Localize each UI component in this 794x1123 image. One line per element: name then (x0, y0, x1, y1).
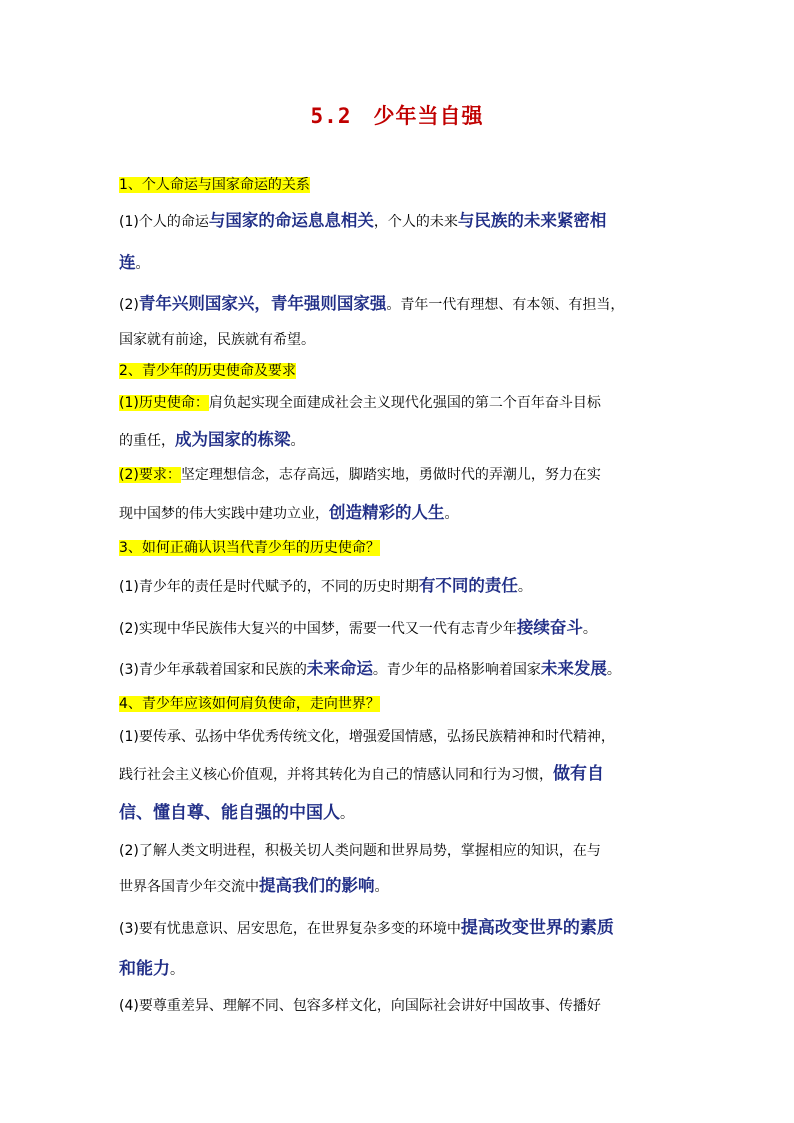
section-heading: 3、如何正确认识当代青少年的历史使命？ (119, 540, 380, 556)
section-heading: 2、青少年的历史使命及要求 (119, 363, 296, 379)
paragraph-line: (1)个人的命运与国家的命运息息相关，个人的未来与民族的未来紧密相 (119, 211, 607, 230)
paragraph-line: 的重任，成为国家的栋梁。 (119, 430, 305, 449)
paragraph-line: 连。 (119, 253, 150, 272)
paragraph-line: 国家就有前途，民族就有希望。 (119, 332, 315, 348)
paragraph-line: (2)了解人类文明进程，积极关切人类问题和世界局势，掌握相应的知识，在与 (119, 843, 601, 859)
page-title (0, 100, 794, 130)
paragraph-line: 践行社会主义核心价值观，并将其转化为自己的情感认同和行为习惯，做有自 (119, 764, 604, 784)
title-text: 少年当自强 (373, 104, 484, 128)
paragraph-line: (2)实现中华民族伟大复兴的中国梦，需要一代又一代有志青少年接续奋斗。 (119, 618, 597, 637)
paragraph-line: 和能力。 (119, 959, 184, 979)
paragraph-line: (2)要求：坚定理想信念，志存高远，脚踏实地，勇做时代的弄潮儿，努力在实 (119, 467, 601, 483)
paragraph-line: (1)青少年的责任是时代赋予的，不同的历史时期有不同的责任。 (119, 576, 532, 595)
section-heading: 1、个人命运与国家命运的关系 (119, 177, 310, 193)
paragraph-line: 世界各国青少年交流中提高我们的影响。 (119, 876, 389, 895)
paragraph-line: (3)要有忧患意识、居安思危，在世界复杂多变的环境中提高改变世界的素质 (119, 918, 614, 938)
paragraph-line: 现中国梦的伟大实践中建功立业，创造精彩的人生。 (119, 503, 459, 522)
paragraph-line: (2)青年兴则国家兴，青年强则国家强。青年一代有理想、有本领、有担当， (119, 294, 625, 313)
section-heading: 4、青少年应该如何肩负使命，走向世界？ (119, 696, 380, 712)
paragraph-line: (1)要传承、弘扬中华优秀传统文化，增强爱国情感，弘扬民族精神和时代精神， (119, 729, 615, 745)
paragraph-line: (3)青少年承载着国家和民族的未来命运。青少年的品格影响着国家未来发展。 (119, 659, 621, 678)
paragraph-line: (4)要尊重差异、理解不同、包容多样文化，向国际社会讲好中国故事、传播好 (119, 998, 601, 1014)
paragraph-line: (1)历史使命：肩负起实现全面建成社会主义现代化强国的第二个百年奋斗目标 (119, 395, 601, 411)
title-number: 5.2 (310, 104, 352, 128)
paragraph-line: 信、懂自尊、能自强的中国人。 (119, 803, 354, 823)
